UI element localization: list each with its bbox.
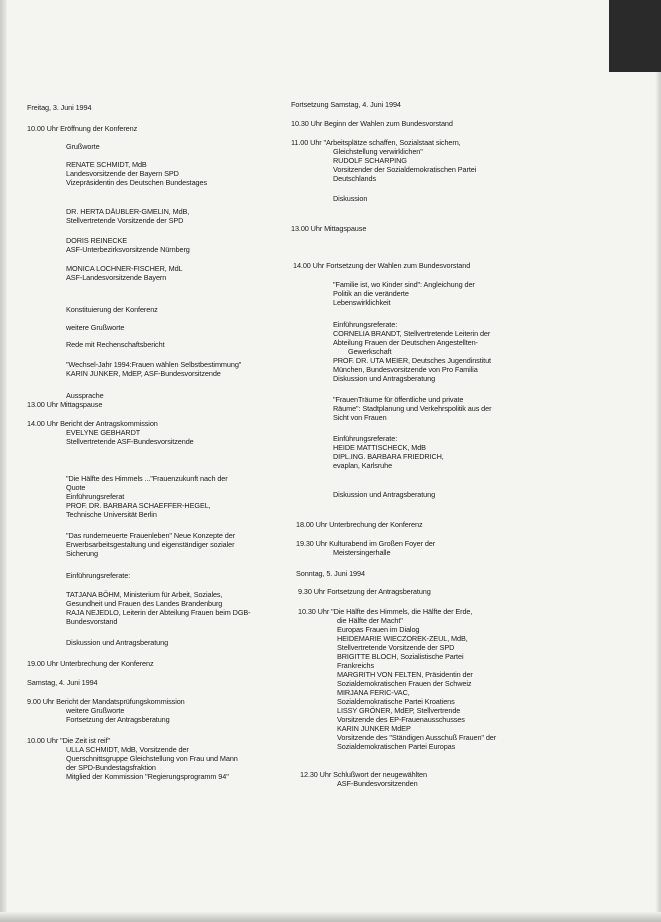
agenda-line: Diskussion und Antragsberatung	[66, 638, 169, 647]
agenda-line: Einführungsreferate:	[333, 320, 398, 329]
speaker-role: evaplan, Karlsruhe	[333, 461, 393, 470]
speaker-name: EVELYNE GEBHARDT	[66, 428, 141, 437]
speaker-name: DORIS REINECKE	[66, 236, 128, 245]
speaker-name: RAJA NEJEDLO, Leiterin der Abteilung Frauen beim DGB-	[66, 608, 251, 617]
speaker-name: RUDOLF SCHARPING	[333, 156, 407, 165]
speaker-role: Vorsitzende des EP-Frauenausschusses	[337, 715, 465, 724]
speaker-name: DIPL.ING. BARBARA FRIEDRICH,	[333, 452, 444, 461]
talk-title: Erwerbsarbeitsgestaltung und eigenständiger sozialer	[66, 540, 235, 549]
agenda-line: Einführungsreferate:	[66, 571, 131, 580]
speaker-name: ULLA SCHMIDT, MdB, Vorsitzende der	[66, 745, 189, 754]
agenda-line: Diskussion	[333, 194, 368, 203]
speaker-name: HEIDEMARIE WIECZOREK-ZEUL, MdB,	[337, 634, 468, 643]
agenda-line: Grußworte	[66, 142, 100, 151]
agenda-line: ASF-Bundesvorsitzenden	[337, 779, 418, 788]
speaker-role: Frankreichs	[337, 661, 375, 670]
talk-title: Sicherung	[66, 549, 98, 558]
agenda-line: Meistersingerhalle	[333, 548, 391, 557]
speaker-name: KARIN JUNKER MdEP	[337, 724, 411, 733]
speaker-role: der SPD-Bundestagsfraktion	[66, 763, 156, 772]
agenda-line: weitere Grußworte	[66, 323, 125, 332]
day-heading: Fortsetzung Samstag, 4. Juni 1994	[291, 100, 401, 109]
agenda-item: 14.00 Uhr Bericht der Antragskommission	[27, 419, 158, 428]
agenda-line: Rede mit Rechenschaftsbericht	[66, 340, 165, 349]
day-heading: Sonntag, 5. Juni 1994	[296, 569, 365, 578]
speaker-name: MONICA LOCHNER-FISCHER, MdL	[66, 264, 183, 273]
speaker-role: Sozialdemokratischen Partei Europas	[337, 742, 456, 751]
speaker-name: RENATE SCHMIDT, MdB	[66, 160, 147, 169]
speaker-role: Sozialdemokratischen Frauen der Schweiz	[337, 679, 472, 688]
speaker-role: Stellvertretende Vorsitzende der SPD	[66, 216, 184, 225]
speaker-name: KARIN JUNKER, MdEP, ASF-Bundesvorsitzende	[66, 369, 221, 378]
scan-dark-corner	[609, 0, 661, 72]
agenda-item: 10.00 Uhr Eröffnung der Konferenz	[27, 124, 138, 133]
talk-title: Lebenswirklichkeit	[333, 298, 391, 307]
agenda-item: 10.30 Uhr Beginn der Wahlen zum Bundesvorstand	[291, 119, 453, 128]
agenda-line: weitere Grußworte	[66, 706, 125, 715]
talk-title: "FrauenTräume für öffentliche und private	[333, 395, 464, 404]
speaker-role: Gesundheit und Frauen des Landes Brandenburg	[66, 599, 223, 608]
talk-title: "Wechsel-Jahr 1994:Frauen wählen Selbstbestimmung"	[66, 360, 242, 369]
speaker-name: LISSY GRÖNER, MdEP, Stellvertrende	[337, 706, 461, 715]
talk-title: Politik an die veränderte	[333, 289, 409, 298]
agenda-item: 11.00 Uhr "Arbeitsplätze schaffen, Sozialstaat sichern,	[291, 138, 461, 147]
speaker-role: ASF-Landesvorsitzende Bayern	[66, 273, 167, 282]
talk-title: "Die Hälfte des Himmels ..."Frauenzukunft nach der	[66, 474, 228, 483]
agenda-item: 10.30 Uhr "Die Hälfte des Himmels, die Hälfte der Erde,	[298, 607, 473, 616]
speaker-name: CORNELIA BRANDT, Stellvertretende Leiterin der	[333, 329, 491, 338]
talk-title: Quote	[66, 483, 86, 492]
agenda-line: Einführungsreferat	[66, 492, 125, 501]
speaker-role: Mitglied der Kommission "Regierungsprogramm 94"	[66, 772, 229, 781]
agenda-line: Diskussion und Antragsberatung	[333, 374, 436, 383]
speaker-role: Abteilung Frauen der Deutschen Angestellten-	[333, 338, 478, 347]
speaker-role: Technische Universität Berlin	[66, 510, 157, 519]
agenda-item: 19.00 Uhr Unterbrechung der Konferenz	[27, 659, 154, 668]
agenda-item: 19.30 Uhr Kulturabend im Großen Foyer der	[296, 539, 436, 548]
speaker-name: PROF. DR. UTA MEIER, Deutsches Jugendinstitut	[333, 356, 491, 365]
agenda-line: Aussprache	[66, 391, 104, 400]
speaker-name: DR. HERTA DÄUBLER-GMELIN, MdB,	[66, 207, 190, 216]
agenda-item: 9.00 Uhr Bericht der Mandatsprüfungskommission	[27, 697, 185, 706]
speaker-name: HEIDE MATTISCHECK, MdB	[333, 443, 426, 452]
speaker-role: Deutschlands	[333, 174, 377, 183]
agenda-item: 13.00 Uhr Mittagspause	[27, 400, 103, 409]
agenda-item: 9.30 Uhr Fortsetzung der Antragsberatung	[298, 587, 431, 596]
agenda-line: Konstituierung der Konferenz	[66, 305, 158, 314]
scan-edge-right	[655, 72, 661, 922]
speaker-role: Sozialdemokratische Partei Kroatiens	[337, 697, 455, 706]
speaker-role: Vizepräsidentin des Deutschen Bundestages	[66, 178, 207, 187]
speaker-role: Bundesvorstand	[66, 617, 118, 626]
speaker-role: Querschnittsgruppe Gleichstellung von Frau und Mann	[66, 754, 238, 763]
speaker-role: ASF-Unterbezirksvorsitzende Nürnberg	[66, 245, 190, 254]
agenda-item: 12.30 Uhr Schlußwort der neugewählten	[300, 770, 427, 779]
day-heading: Freitag, 3. Juni 1994	[27, 103, 92, 112]
speaker-role: Vorsitzender der Sozialdemokratischen Partei	[333, 165, 477, 174]
speaker-role: Stellvertretende ASF-Bundesvorsitzende	[66, 437, 194, 446]
scan-edge-bottom	[0, 912, 661, 922]
speaker-role: Landesvorsitzende der Bayern SPD	[66, 169, 179, 178]
speaker-role: Gewerkschaft	[348, 347, 392, 356]
speaker-name: MARGRITH VON FELTEN, Präsidentin der	[337, 670, 473, 679]
agenda-item: 14.00 Uhr Fortsetzung der Wahlen zum Bundesvorstand	[293, 261, 471, 270]
agenda-item: 18.00 Uhr Unterbrechung der Konferenz	[296, 520, 423, 529]
agenda-item: 13.00 Uhr Mittagspause	[291, 224, 367, 233]
agenda-line: Fortsetzung der Antragsberatung	[66, 715, 170, 724]
talk-title: Sicht von Frauen	[333, 413, 387, 422]
speaker-role: Stellvertretende Vorsitzende der SPD	[337, 643, 455, 652]
talk-title: die Hälfte der Macht"	[337, 616, 403, 625]
speaker-role: Vorsitzende des "Ständigen Ausschuß Frauen" der	[337, 733, 497, 742]
talk-title: "Familie ist, wo Kinder sind": Angleichung der	[333, 280, 475, 289]
talk-title: Europas Frauen im Dialog	[337, 625, 420, 634]
speaker-name: MIRJANA FERIC-VAC,	[337, 688, 410, 697]
talk-title: Räume": Stadtplanung und Verkehrspolitik aus der	[333, 404, 492, 413]
talk-title: "Das runderneuerte Frauenleben" Neue Konzepte der	[66, 531, 236, 540]
speaker-role: München, Bundesvorsitzende von Pro Familia	[333, 365, 478, 374]
day-heading: Samstag, 4. Juni 1994	[27, 678, 98, 687]
talk-title: Gleichstellung verwirklichen"	[333, 147, 423, 156]
speaker-name: PROF. DR. BARBARA SCHAEFFER-HEGEL,	[66, 501, 211, 510]
speaker-name: TATJANA BÖHM, Ministerium für Arbeit, Soziales,	[66, 590, 223, 599]
agenda-line: Diskussion und Antragsberatung	[333, 490, 436, 499]
agenda-item: 10.00 Uhr "Die Zeit ist reif"	[27, 736, 110, 745]
speaker-name: BRIGITTE BLOCH, Sozialistische Partei	[337, 652, 464, 661]
agenda-line: Einführungsreferate:	[333, 434, 398, 443]
scan-edge-left	[0, 0, 7, 922]
